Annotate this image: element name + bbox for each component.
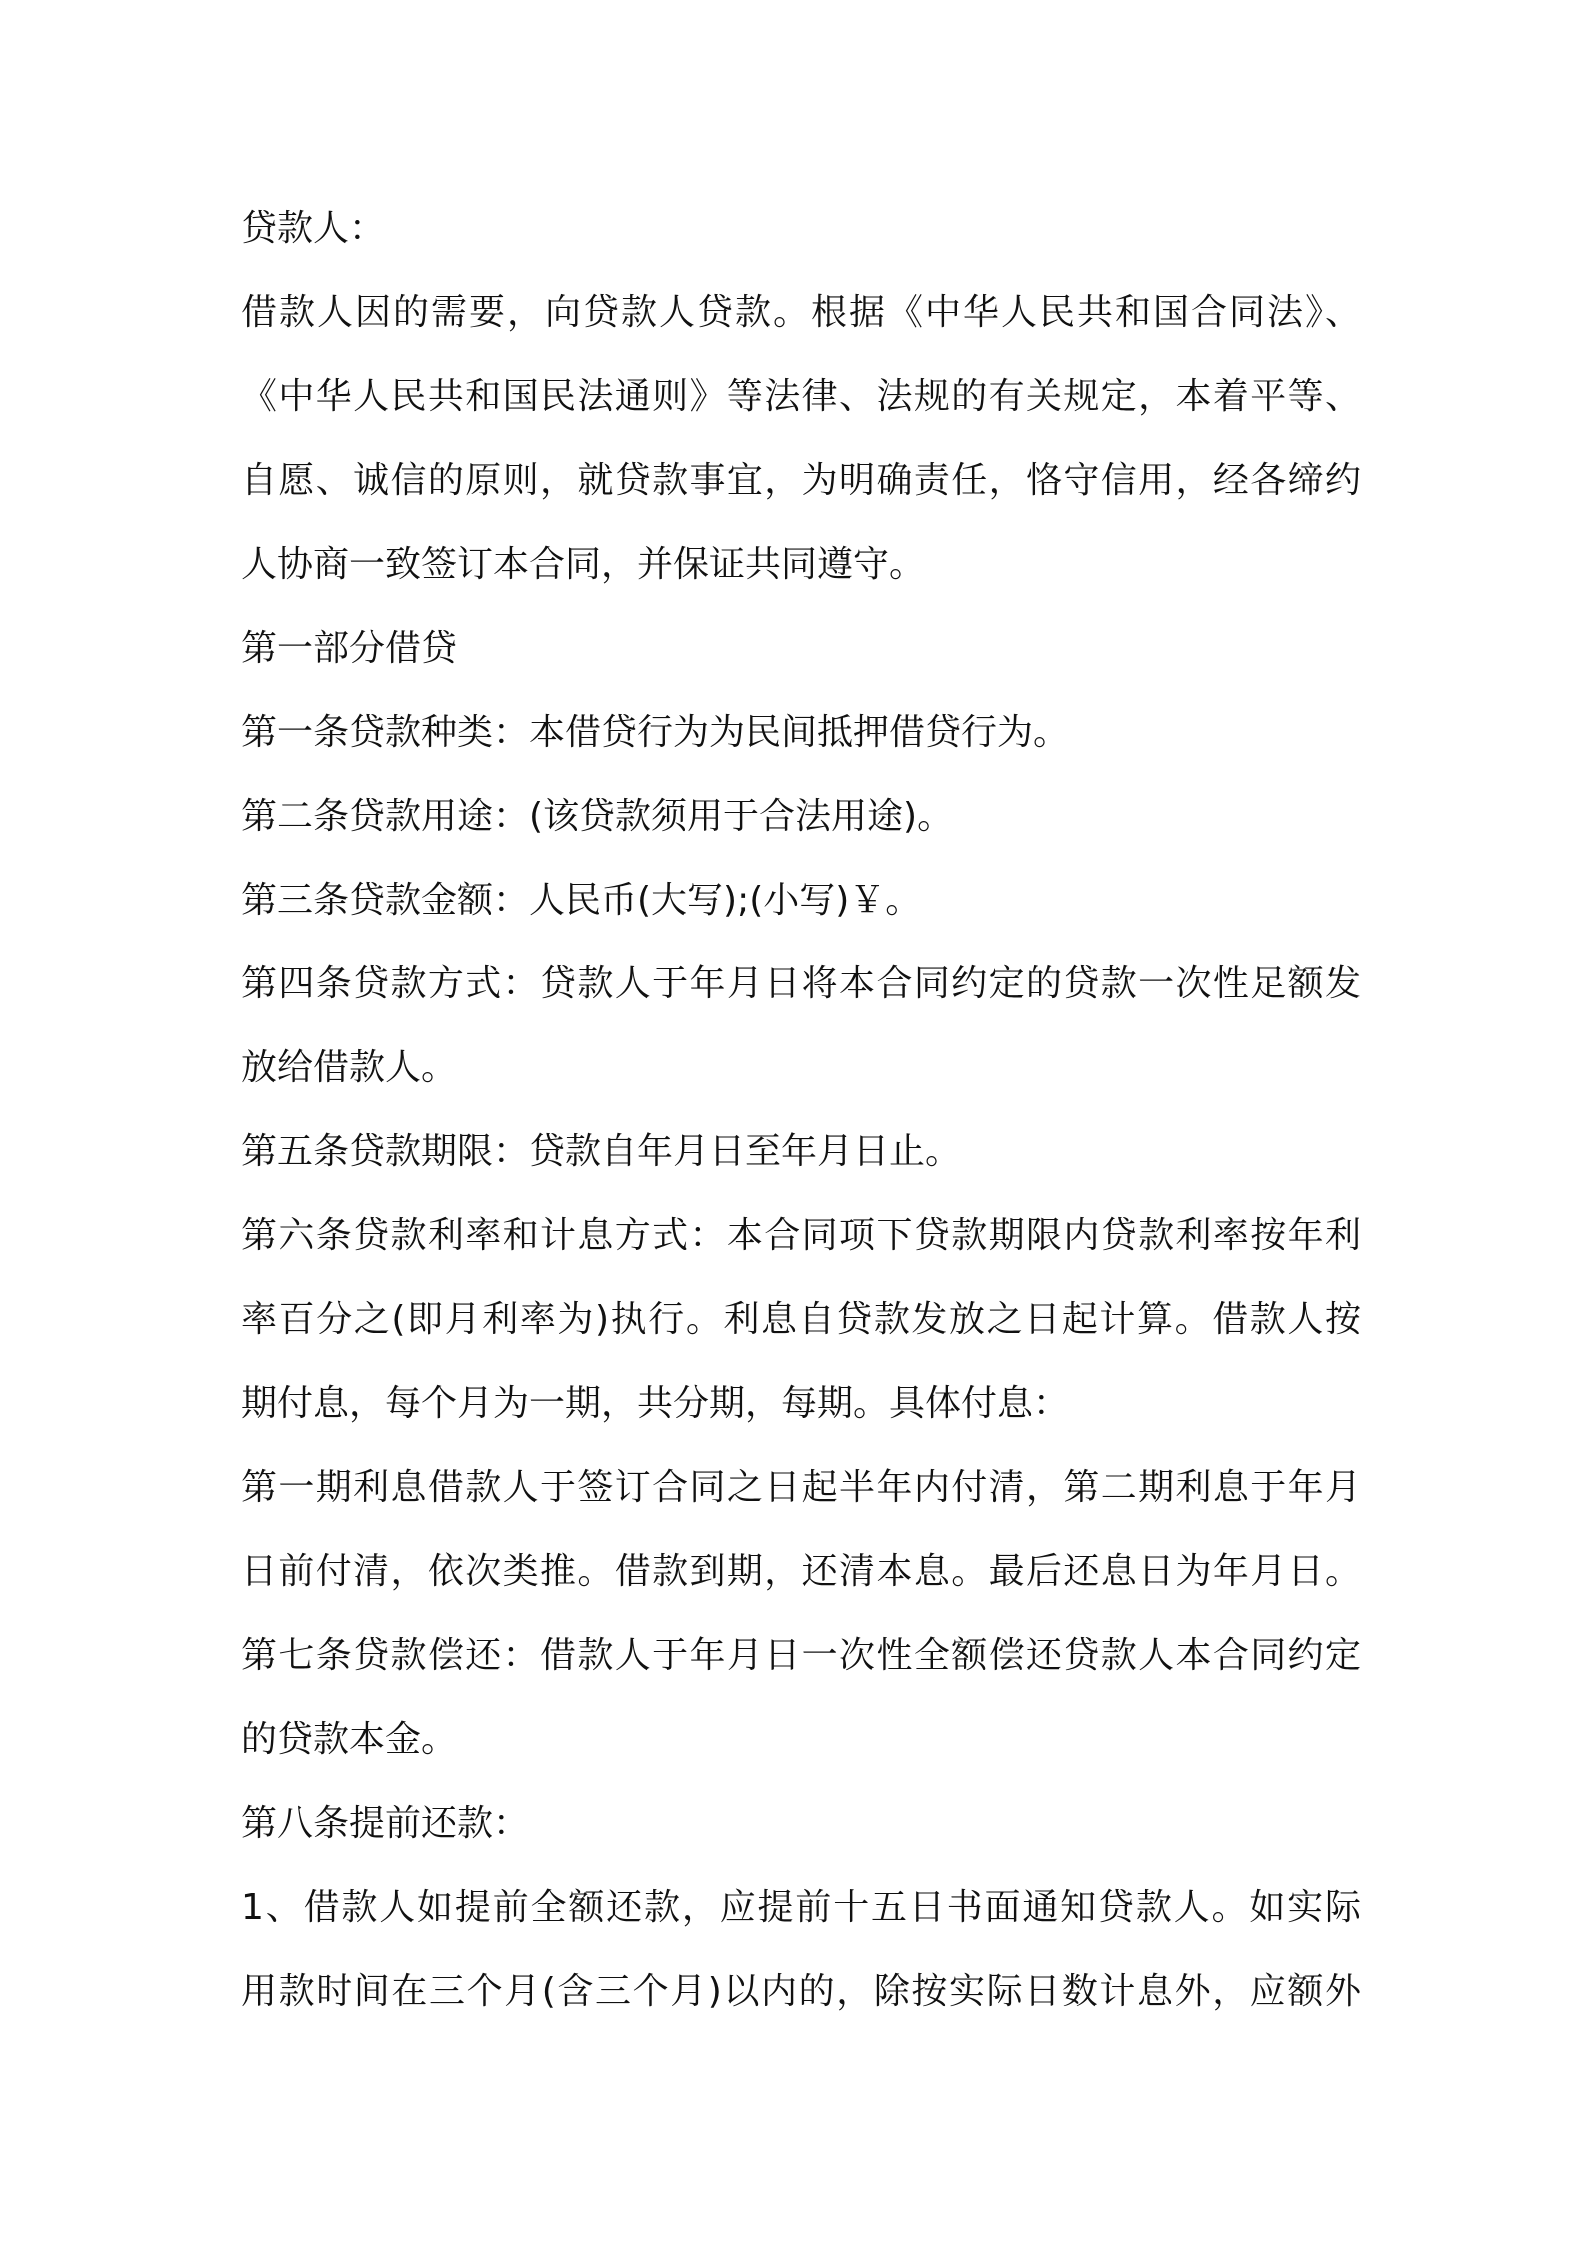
text-line-lender: 贷款人： <box>241 208 386 249</box>
article-2-loan-purpose: 第二条贷款用途：(该贷款须用于合法用途)。 <box>241 796 954 837</box>
text-line-preamble-4: 人协商一致签订本合同，并保证共同遵守。 <box>241 544 926 585</box>
article-4-loan-method-2: 放给借款人。 <box>241 1047 458 1088</box>
article-3-loan-amount: 第三条贷款金额：人民币(大写);(小写)￥。 <box>241 880 922 921</box>
article-7-repayment-2: 的贷款本金。 <box>241 1719 458 1760</box>
article-6-interest-1: 第六条贷款利率和计息方式：本合同项下贷款期限内贷款利率按年利 <box>241 1215 1361 1256</box>
interest-schedule-1: 第一期利息借款人于签订合同之日起半年内付清，第二期利息于年月 <box>241 1467 1361 1508</box>
interest-schedule-2: 日前付清，依次类推。借款到期，还清本息。最后还息日为年月日。 <box>241 1551 1361 1592</box>
article-1-loan-type: 第一条贷款种类：本借贷行为为民间抵押借贷行为。 <box>241 712 1070 753</box>
prepayment-clause-1-line-1: 1、借款人如提前全额还款，应提前十五日书面通知贷款人。如实际 <box>241 1887 1361 1928</box>
article-6-interest-3: 期付息，每个月为一期，共分期，每期。具体付息： <box>241 1383 1070 1424</box>
article-6-interest-2: 率百分之(即月利率为)执行。利息自贷款发放之日起计算。借款人按 <box>241 1299 1361 1340</box>
article-5-loan-term: 第五条贷款期限：贷款自年月日至年月日止。 <box>241 1131 962 1172</box>
article-4-loan-method-1: 第四条贷款方式：贷款人于年月日将本合同约定的贷款一次性足额发 <box>241 963 1361 1004</box>
text-line-preamble-1: 借款人因的需要，向贷款人贷款。根据《中华人民共和国合同法》、 <box>241 292 1361 333</box>
article-8-prepayment: 第八条提前还款： <box>241 1803 530 1844</box>
prepayment-clause-1-line-2: 用款时间在三个月(含三个月)以内的，除按实际日数计息外，应额外 <box>241 1971 1361 2012</box>
section-heading-part-one: 第一部分借贷 <box>241 628 458 669</box>
text-line-preamble-3: 自愿、诚信的原则，就贷款事宜，为明确责任，恪守信用，经各缔约 <box>241 460 1361 501</box>
text-line-preamble-2: 《中华人民共和国民法通则》等法律、法规的有关规定，本着平等、 <box>241 376 1361 417</box>
article-7-repayment-1: 第七条贷款偿还：借款人于年月日一次性全额偿还贷款人本合同约定 <box>241 1635 1361 1676</box>
